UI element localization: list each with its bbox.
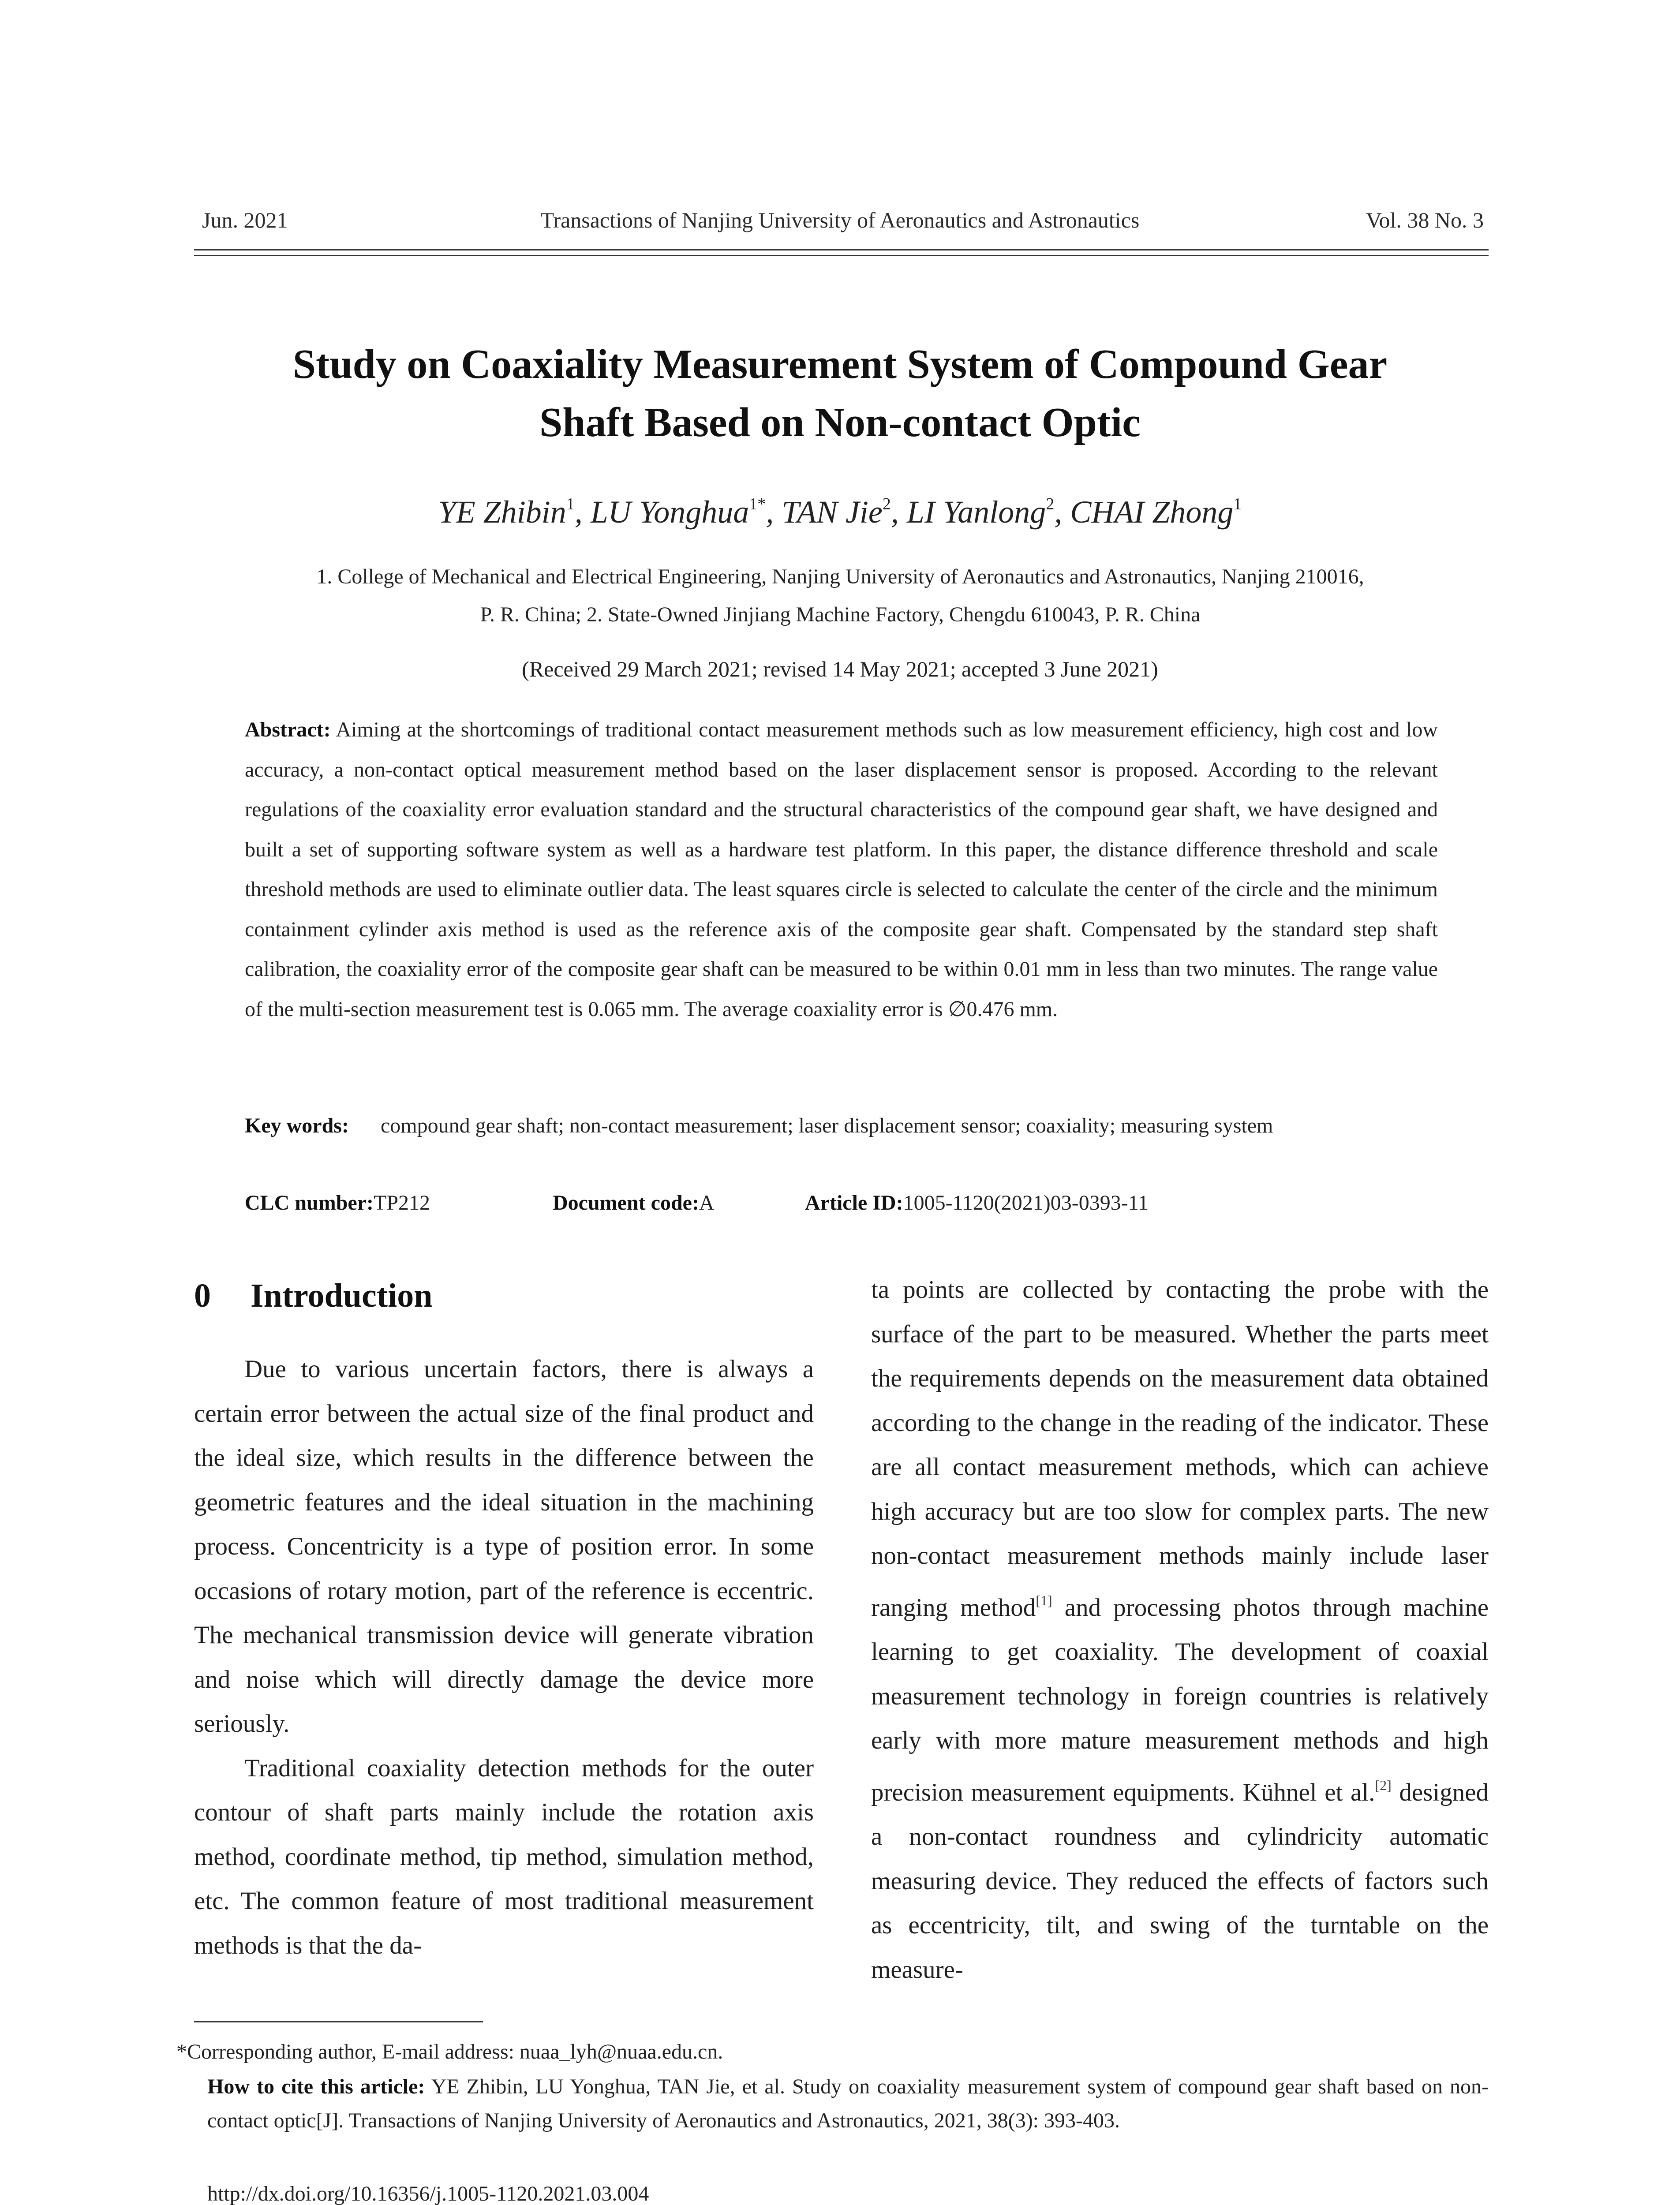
paper-title [176, 335, 1504, 452]
abstract-text: Aiming at the shortcomings of traditional contact measurement methods such as low measurement efficiency, high cost and low accuracy, a non-contact optical measurement method based on the laser displacement sensor is proposed. According to the relevant regulations of the coaxiality error evaluation standard and the structural characteristics of the compound gear shaft, we have designed and built a set of supporting software system as well as a hardware test platform. In this paper, the distance difference threshold and scale threshold methods are used to eliminate outlier data. The least squares circle is selected to calculate the center of the circle and the minimum containment cylinder axis method is used as the reference axis of the composite gear shaft. Compensated by the standard step shaft calibration, the coaxiality error of the composite gear shaft can be measured to be within 0.01 mm in less than two minutes. The range value of the multi-section measurement test is 0.065 mm. The average coaxiality error is ∅0.476 mm. [245, 718, 1438, 1021]
author-name: YE Zhibin [438, 494, 566, 530]
keywords-label: Key words: [245, 1114, 349, 1137]
citation-reference[interactable]: [2] [1375, 1777, 1392, 1793]
section-heading [194, 1277, 432, 1315]
author-affiliation-mark: 1 [1233, 495, 1242, 513]
abstract [245, 710, 1438, 1029]
paragraph-text: designed a non-contact roundness and cylindricity automatic measuring device. They reduced the effects of factors such as eccentricity, tilt, and swing of the turntable on the measure- [871, 1778, 1489, 1984]
body-column-right [871, 1268, 1489, 1992]
section-title: Introduction [251, 1277, 433, 1314]
author-name: LI Yanlong [906, 494, 1046, 530]
document-code-value: A [699, 1191, 715, 1215]
header-rule-bottom [194, 255, 1489, 256]
header-date: Jun. 2021 [202, 208, 288, 232]
keywords-text: compound gear shaft; non-contact measurement; laser displacement sensor; coaxiality; measuring system [381, 1114, 1273, 1137]
section-number: 0 [194, 1277, 211, 1314]
paragraph: Traditional coaxiality detection methods for the outer contour of shaft parts mainly include the rotation axis method, coordinate method, tip method, simulation method, etc. The common feature of most traditional measurement methods is that the da- [194, 1754, 814, 1959]
abstract-label: Abstract: [245, 718, 331, 741]
paper-title-line-2: Shaft Based on Non-contact Optic [539, 400, 1141, 445]
author-affiliation-mark: 2 [882, 495, 891, 513]
author-name: LU Yonghua [590, 494, 749, 530]
article-id-label: Article ID: [805, 1191, 903, 1215]
author-name: TAN Jie [782, 494, 883, 530]
author-affiliation-mark: 1* [749, 495, 766, 513]
article-id [805, 1191, 1149, 1215]
affiliation-line-1: 1. College of Mechanical and Electrical Engineering, Nanjing University of Aeronautics and Astronautics, Nanjing 210016, [316, 565, 1364, 588]
citation-note-text: YE Zhibin, LU Yonghua, TAN Jie, et al. Study on coaxiality measurement system of compound gear shaft based on non-contact optic[J]. Transactions of Nanjing University of Aeronautics and Astronautics, 2021, 38(3): 393-403. [207, 2075, 1489, 2132]
footnote-rule [194, 2021, 483, 2022]
paragraph-text: ta points are collected by contacting the probe with the surface of the part to be measured. Whether the parts meet the requirements depends on the measurement data obtained according to the change in the reading of the indicator. These are all contact measurement methods, which can achieve high accuracy but are too slow for complex parts. The new non-contact measurement methods mainly include laser ranging method [871, 1276, 1489, 1622]
article-id-value: 1005-1120(2021)03-0393-11 [903, 1191, 1149, 1215]
header-volume: Vol. 38 No. 3 [1366, 208, 1484, 232]
paragraph: Due to various uncertain factors, there is always a certain error between the actual size of the final product and the ideal size, which results in the difference between the geometric features and the ideal situation in the machining process. Concentricity is a type of position error. In some occasions of rotary motion, part of the reference is eccentric. The mechanical transmission device will generate vibration and noise which will directly damage the device more seriously. [194, 1355, 814, 1738]
document-code [553, 1191, 715, 1215]
paragraph [871, 1268, 1489, 1992]
author-list: YE Zhibin$^1$, LU Yonghua$^{1*}$, TAN Jie$^2$, LI Yanlong$^2$, CHAI Zhong$^1$ [438, 494, 1242, 530]
clc-number [245, 1191, 430, 1215]
clc-number-value: TP212 [374, 1191, 430, 1215]
citation-reference[interactable]: [1] [1036, 1592, 1052, 1608]
paper-title-line-1: Study on Coaxiality Measurement System of Compound Gear [292, 341, 1388, 387]
header-rule-top [194, 249, 1489, 250]
body-column-left [194, 1347, 814, 1968]
document-code-label: Document code: [553, 1191, 699, 1215]
header-journal-name: Transactions of Nanjing University of Aeronautics and Astronautics [540, 208, 1140, 232]
paragraph-text: and processing photos through machine learning to get coaxiality. The development of coaxial measurement technology in foreign countries is relatively early with more mature measurement methods and high precision measurement equipments. Kühnel et al. [871, 1593, 1489, 1806]
clc-number-label: CLC number: [245, 1191, 374, 1215]
citation-note [207, 2070, 1489, 2138]
affiliation-line-2: P. R. China; 2. State-Owned Jinjiang Machine Factory, Chengdu 610043, P. R. China [480, 603, 1201, 626]
keywords [245, 1106, 1438, 1146]
affiliations [190, 558, 1491, 634]
received-dates: (Received 29 March 2021; revised 14 May 2021; accepted 3 June 2021) [522, 657, 1158, 681]
author-affiliation-mark: 2 [1046, 495, 1055, 513]
author-name: CHAI Zhong [1070, 494, 1234, 530]
citation-note-label: How to cite this article: [207, 2075, 425, 2098]
corresponding-author-note: *Corresponding author, E-mail address: nuaa_lyh@nuaa.edu.cn. [176, 2040, 723, 2063]
author-affiliation-mark: 1 [566, 495, 575, 513]
doi-link[interactable]: http://dx.doi.org/10.16356/j.1005-1120.2021.03.004 [207, 2182, 649, 2205]
